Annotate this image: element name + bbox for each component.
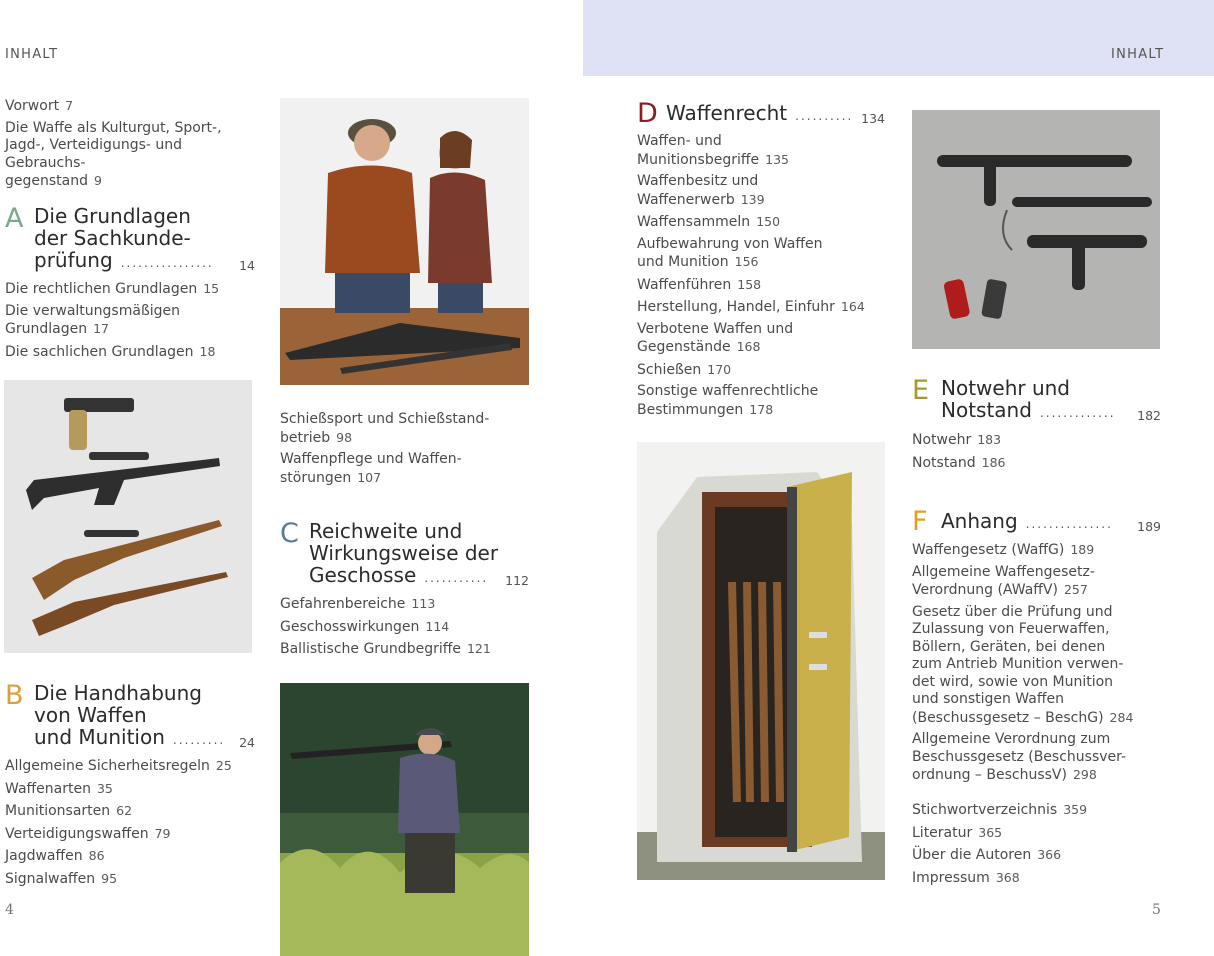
page-number-left: 4	[5, 902, 14, 918]
toc-entry[interactable]: Gefahrenbereiche 113	[280, 596, 436, 612]
toc-entry[interactable]: Verteidigungswaffen 79	[5, 825, 171, 842]
toc-entry[interactable]: Jagdwaffen 86	[5, 848, 105, 864]
header-band	[583, 0, 1214, 76]
photo-gun-safe	[637, 442, 885, 880]
chapter-a-heading[interactable]: A Die Grundlagen der Sachkunde- prüfung ................ 14	[5, 203, 255, 273]
toc-entry[interactable]: Aufbewahrung von Waffen und Munition 156	[637, 235, 823, 270]
leader-dots: ...........	[424, 571, 489, 585]
running-head-left: INHALT	[5, 47, 59, 62]
toc-entry[interactable]: Die rechtlichen Grundlagen 15	[5, 281, 220, 297]
toc-entry[interactable]: Die verwaltungsmäßigen Grundlagen 17	[5, 302, 181, 337]
page-number-right: 5	[1152, 902, 1161, 918]
leader-dots: .........	[172, 733, 226, 747]
leader-dots: ................	[120, 256, 214, 270]
chapter-b-continued-entries	[280, 411, 530, 491]
photo-shooter	[280, 683, 529, 956]
toc-entry[interactable]: Gesetz über die Prüfung und Zulassung von Feuerwaffen, Böllern, Geräten, bei denen zum Antrieb Munition verwen- det wird, sowie von Munition und sonstigen Waffen (Beschussgesetz – BeschG) 284	[912, 603, 1134, 726]
toc-entry[interactable]: Über die Autoren 366	[912, 847, 1062, 863]
toc-entry[interactable]: Signalwaffen 95	[5, 870, 118, 887]
leader-dots: ..........	[795, 109, 854, 123]
toc-entry[interactable]: Schießsport und Schießstand- betrieb 98	[280, 411, 490, 446]
toc-entry[interactable]: Herstellung, Handel, Einfuhr 164	[637, 299, 865, 315]
chapter-e-entries	[912, 431, 1162, 476]
toc-entry-kulturgut[interactable]: Die Waffe als Kulturgut, Sport-, Jagd-, Verteidigungs- und Gebrauchs- gegenstand 9	[5, 119, 222, 189]
photo-instructors	[280, 98, 529, 385]
toc-entry[interactable]: Waffenpflege und Waffen- störungen 107	[280, 451, 462, 486]
front-matter	[5, 97, 255, 195]
toc-entry[interactable]: Stichwortverzeichnis 359	[912, 802, 1088, 818]
chapter-letter-a: A	[5, 203, 24, 234]
photo-weapons	[4, 380, 252, 653]
chapter-f-heading[interactable]: F Anhang ............... 189	[912, 506, 1161, 537]
chapter-f-entries	[912, 541, 1162, 789]
chapter-letter-e: E	[912, 375, 930, 406]
running-head-right: INHALT	[1111, 47, 1165, 62]
toc-entry[interactable]: Allgemeine Sicherheitsregeln 25	[5, 758, 232, 774]
leader-dots: ...............	[1025, 517, 1113, 531]
chapter-a-entries	[5, 280, 255, 365]
toc-entry[interactable]: Waffenarten 35	[5, 780, 113, 797]
toc-entry[interactable]: Munitionsarten 62	[5, 803, 133, 819]
chapter-b-entries	[5, 757, 255, 892]
toc-entry[interactable]: Waffen- und Munitionsbegriffe 135	[637, 133, 789, 168]
toc-entry[interactable]: Waffengesetz (WaffG) 189	[912, 542, 1095, 558]
toc-entry[interactable]: Geschosswirkungen 114	[280, 618, 450, 635]
chapter-d-entries	[637, 133, 887, 423]
chapter-d-heading[interactable]: D Waffenrecht .......... 134	[637, 98, 885, 129]
photo-defence-items	[912, 110, 1160, 349]
toc-entry[interactable]: Allgemeine Verordnung zum Beschussgesetz (Beschussver- ordnung – BeschussV) 298	[912, 731, 1127, 783]
toc-entry[interactable]: Ballistische Grundbegriffe 121	[280, 641, 491, 657]
chapter-letter-b: B	[5, 680, 24, 711]
toc-entry[interactable]: Waffensammeln 150	[637, 214, 781, 230]
leader-dots: .............	[1039, 406, 1116, 420]
toc-entry[interactable]: Notstand 186	[912, 454, 1006, 471]
toc-entry[interactable]: Notwehr 183	[912, 432, 1002, 448]
chapter-c-heading[interactable]: C Reichweite und Wirkungsweise der Geschosse ........... 112	[280, 518, 529, 588]
toc-entry[interactable]: Die sachlichen Grundlagen 18	[5, 343, 216, 360]
chapter-c-entries	[280, 595, 530, 663]
chapter-letter-d: D	[637, 98, 658, 129]
toc-entry[interactable]: Verbotene Waffen und Gegenstände 168	[637, 320, 794, 355]
chapter-b-heading[interactable]: B Die Handhabung von Waffen und Munition ......... 24	[5, 680, 255, 750]
chapter-e-heading[interactable]: E Notwehr und Notstand ............. 182	[912, 375, 1161, 423]
toc-entry[interactable]: Impressum 368	[912, 869, 1020, 886]
toc-entry[interactable]: Allgemeine Waffengesetz- Verordnung (AWaffV) 257	[912, 563, 1095, 598]
toc-entry[interactable]: Schießen 170	[637, 361, 732, 378]
toc-entry[interactable]: Sonstige waffenrechtliche Bestimmungen 178	[637, 383, 819, 418]
toc-entry-vorwort[interactable]: Vorwort 7	[5, 98, 74, 114]
chapter-letter-c: C	[280, 518, 299, 549]
toc-entry[interactable]: Waffenbesitz und Waffenerwerb 139	[637, 173, 765, 208]
chapter-letter-f: F	[912, 506, 928, 537]
back-matter	[912, 801, 1162, 891]
toc-entry[interactable]: Waffenführen 158	[637, 276, 762, 293]
toc-entry[interactable]: Literatur 365	[912, 824, 1003, 841]
